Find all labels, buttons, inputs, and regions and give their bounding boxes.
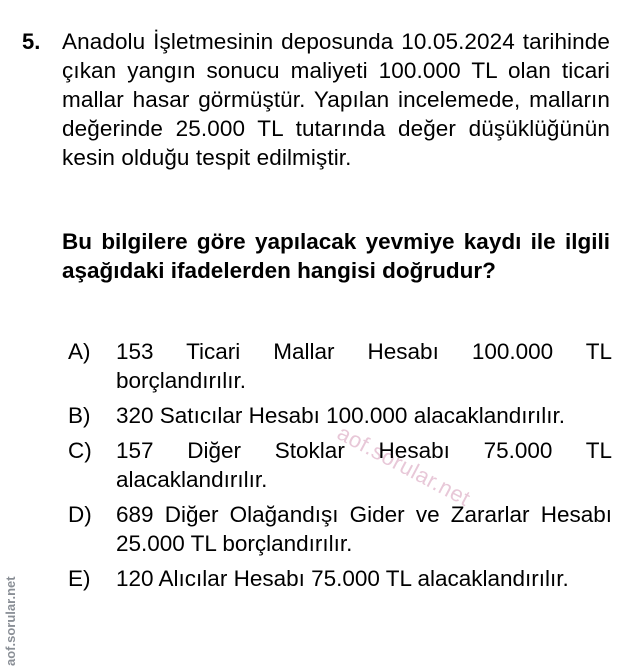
option-text: 157 Diğer Stoklar Hesabı 75.000 TL alacaklandırılır.: [116, 438, 612, 492]
watermark-side: aof.sorular.net: [3, 576, 18, 666]
option-text: 120 Alıcılar Hesabı 75.000 TL alacaklandırılır.: [116, 566, 569, 591]
option-text: 689 Diğer Olağandışı Gider ve Zararlar Hesabı 25.000 TL borçlandırılır.: [116, 502, 612, 556]
option-e[interactable]: [68, 564, 612, 593]
option-text: 320 Satıcılar Hesabı 100.000 alacaklandırılır.: [116, 403, 566, 428]
option-d[interactable]: [68, 500, 612, 558]
option-text: 153 Ticari Mallar Hesabı 100.000 TL borçlandırılır.: [116, 339, 612, 393]
question-stem: Anadolu İşletmesinin deposunda 10.05.2024 tarihinde çıkan yangın sonucu maliyeti 100.000 TL olan ticari mallar hasar görmüştür. Yapılan incelemede, malların değerinde 25.000 TL tutarında değer düşüklüğünün kesin olduğu tespit edilmiştir.: [62, 29, 610, 170]
option-a[interactable]: [68, 337, 612, 395]
option-letter: E): [68, 566, 91, 591]
question-prompt: Bu bilgilere göre yapılacak yevmiye kaydı ile ilgili aşağıdaki ifadelerden hangisi doğrudur?: [62, 229, 610, 283]
option-letter: B): [68, 403, 91, 428]
option-letter: C): [68, 438, 92, 463]
answer-options: [68, 337, 612, 599]
watermark-diagonal: aof.sorular.net: [333, 420, 475, 512]
option-b[interactable]: [68, 401, 612, 430]
option-letter: A): [68, 339, 91, 364]
question-number: 5.: [22, 29, 41, 54]
option-c[interactable]: [68, 436, 612, 494]
option-letter: D): [68, 502, 92, 527]
